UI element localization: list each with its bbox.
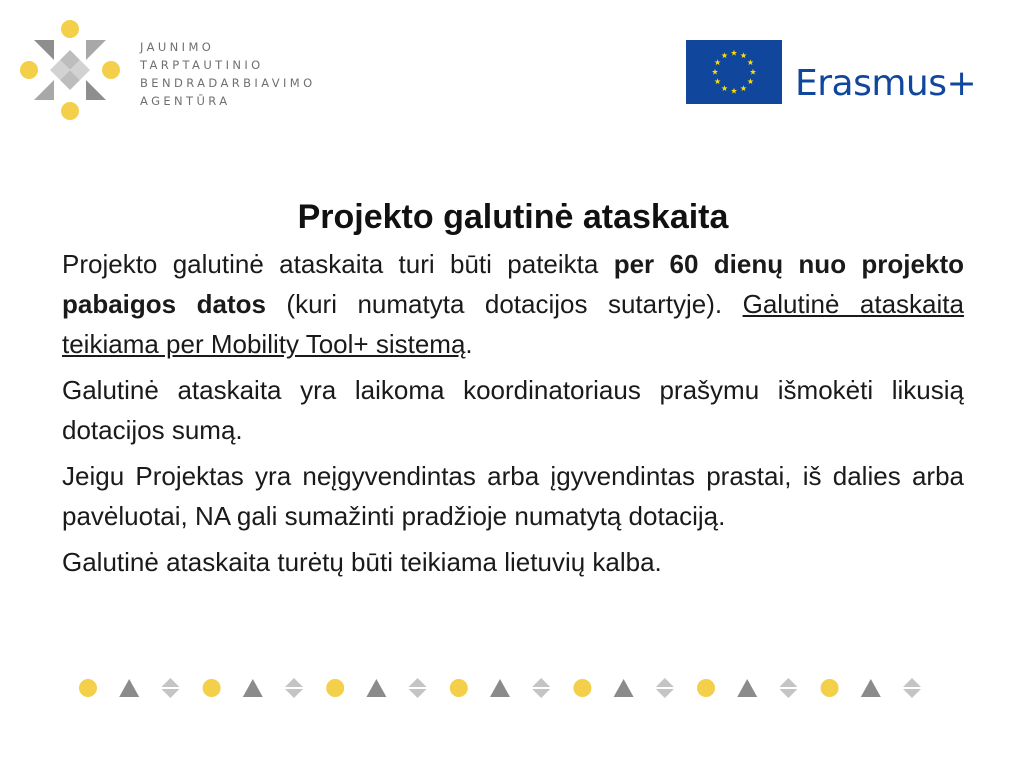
- agency-name-line: AGENTŪRA: [140, 94, 231, 108]
- diamond-bottom-icon: [161, 689, 179, 698]
- slide-header: [0, 0, 1024, 140]
- diamond-icon: [285, 678, 303, 698]
- agency-name-line: BENDRADARBIAVIMO: [140, 76, 316, 90]
- gray-triangle-icon: [614, 679, 634, 697]
- diamond-icon: [903, 678, 921, 698]
- gray-triangle-icon: [366, 679, 386, 697]
- mobility-tool-note: Galutinė ataskaita teikiama per Mobility Tool+ sistemą: [62, 289, 964, 359]
- gray-triangle-icon: [737, 679, 757, 697]
- diamond-bottom-icon: [903, 689, 921, 698]
- yellow-dot-icon: [821, 679, 839, 697]
- gray-triangle-icon: [861, 679, 881, 697]
- deadline-emphasis: per 60 dienų nuo projekto pabaigos datos: [62, 249, 964, 319]
- diamond-top-icon: [903, 678, 921, 687]
- yellow-dot-icon: [79, 679, 97, 697]
- diamond-bottom-icon: [656, 689, 674, 698]
- paragraph-grant-reduction: Jeigu Projektas yra neįgyvendintas arba įgyvendintas prastai, iš dalies arba pavėluotai, NA gali sumažinti pradžioje numatytą dotaciją.: [62, 461, 964, 531]
- agency-name-line: TARPTAUTINIO: [140, 58, 264, 72]
- yellow-dot-icon: [573, 679, 591, 697]
- yellow-dot-icon: [697, 679, 715, 697]
- diamond-bottom-icon: [779, 689, 797, 698]
- slide-body: [62, 192, 964, 588]
- diamond-top-icon: [409, 678, 427, 687]
- diamond-bottom-icon: [285, 689, 303, 698]
- agency-name-line: JAUNIMO: [140, 40, 215, 54]
- yellow-dot-icon: [203, 679, 221, 697]
- paragraph-deadline: [62, 244, 964, 364]
- diamond-bottom-icon: [409, 689, 427, 698]
- diamond-icon: [532, 678, 550, 698]
- diamond-icon: [779, 678, 797, 698]
- paragraph-text: .: [465, 329, 473, 359]
- diamond-top-icon: [532, 678, 550, 687]
- diamond-icon: [161, 678, 179, 698]
- gray-triangle-icon: [119, 679, 139, 697]
- jta-emblem-icon: [18, 18, 122, 122]
- erasmus-plus-logo: Erasmus+: [795, 63, 977, 104]
- paragraph-text: Projekto galutinė ataskaita turi būti pateikta: [62, 249, 614, 279]
- paragraph-language: Galutinė ataskaita turėtų būti teikiama lietuvių kalba.: [62, 547, 662, 577]
- eu-flag-icon: [686, 40, 782, 104]
- paragraph-text: (kuri numatyta dotacijos sutartyje).: [265, 289, 743, 319]
- diamond-bottom-icon: [532, 689, 550, 698]
- paragraph-payment-request: Galutinė ataskaita yra laikoma koordinatoriaus prašymu išmokėti likusią dotacijos sumą.: [62, 375, 964, 445]
- decorative-footer-pattern: [76, 676, 926, 704]
- diamond-top-icon: [161, 678, 179, 687]
- diamond-top-icon: [779, 678, 797, 687]
- diamond-icon: [656, 678, 674, 698]
- gray-triangle-icon: [243, 679, 263, 697]
- yellow-dot-icon: [326, 679, 344, 697]
- yellow-dot-icon: [450, 679, 468, 697]
- diamond-top-icon: [656, 678, 674, 687]
- diamond-top-icon: [285, 678, 303, 687]
- agency-name: [140, 38, 316, 110]
- gray-triangle-icon: [490, 679, 510, 697]
- slide-title: Projekto galutinė ataskaita: [297, 198, 729, 236]
- diamond-icon: [409, 678, 427, 698]
